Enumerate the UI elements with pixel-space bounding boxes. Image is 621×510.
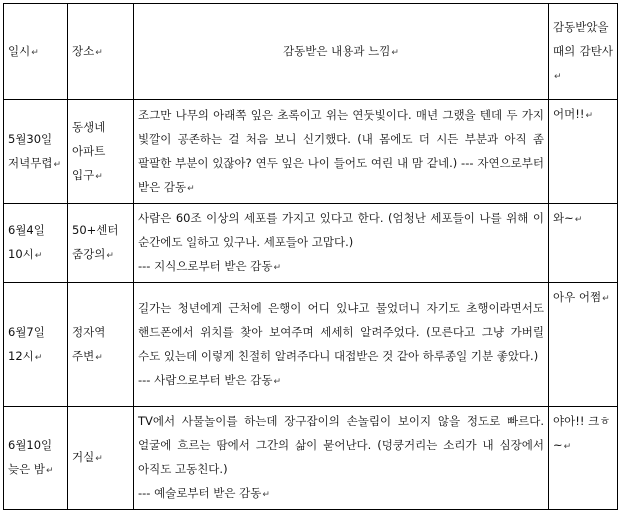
row-content-text: TV에서 사물놀이를 하는데 장구잡이의 손놀림이 보이지 않을 정도로 빠르다. 얼굴에 흐르는 땀에서 그간의 삶이 묻어난다. (덩쿵거리는 소리가 내 심장에서 아직도 고동친다.)	[138, 414, 544, 476]
header-exclaim: 감동받았을 때의 감탄사↵	[549, 4, 618, 100]
row-content-source: --- 지식으로부터 받은 감동	[138, 259, 273, 273]
row-place-text: 정자역 주변	[72, 324, 106, 363]
row-date: 6월7일 12시↵	[4, 283, 68, 407]
table-row	[4, 283, 618, 407]
row-date-text: 6월7일 12시	[8, 324, 45, 363]
row-place-text: 50+센터 줌강의	[72, 223, 119, 261]
header-place-label: 장소	[72, 43, 95, 58]
row-place: 거실↵	[68, 407, 134, 510]
row-exclaim-text: 야아!! 크ㅎ~	[553, 414, 611, 452]
row-place: 동생네 아파트 입구↵	[68, 100, 134, 204]
header-content-label: 감동받은 내용과 느낌	[283, 43, 391, 58]
row-date-text: 5월30일 저녁무렵	[8, 131, 53, 170]
row-date: 5월30일 저녁무렵↵	[4, 100, 68, 204]
row-exclaim: 야아!! 크ㅎ~↵	[549, 407, 618, 510]
row-exclaim: 와~↵	[549, 204, 618, 283]
header-date: 일시↵	[4, 4, 68, 100]
table-row	[4, 407, 618, 510]
row-place-text: 동생네 아파트 입구	[72, 119, 106, 182]
header-content: 감동받은 내용과 느낌↵	[134, 4, 549, 100]
row-exclaim-text: 어머!!	[553, 107, 585, 121]
row-content: TV에서 사물놀이를 하는데 장구잡이의 손놀림이 보이지 않을 정도로 빠르다. 얼굴에 흐르는 땀에서 그간의 삶이 묻어난다. (덩쿵거리는 소리가 내 심장에서 아직도 고동친다.) --- 예술로부터 받은 감동↵	[134, 407, 549, 510]
row-date: 6월4일 10시↵	[4, 204, 68, 283]
header-place: 장소↵	[68, 4, 134, 100]
row-place-text: 거실	[72, 450, 95, 464]
row-content: 길가는 청년에게 근처에 은행이 어디 있냐고 물었더니 자기도 초행이라면서도 핸드폰에서 위치를 찾아 보여주며 세세히 알려주었다. (모른다고 그냥 가버릴 수도 있는데 이렇게 친절히 알려주다니 대접받은 것 같아 하루종일 기분 좋았다.) --- 사람으로부터 받은 감동↵	[134, 283, 549, 407]
row-date-text: 6월4일 10시	[8, 223, 45, 261]
row-date-text: 6월10일 늦은 밤	[8, 438, 53, 476]
row-content-text: 사람은 60조 이상의 세포를 가지고 있다고 한다. (엄청난 세포들이 나를 위해 이 순간에도 일하고 있구나. 세포들아 고맙다.)	[138, 211, 544, 249]
row-content-source: --- 사람으로부터 받은 감동	[138, 372, 273, 387]
row-place: 50+센터 줌강의↵	[68, 204, 134, 283]
header-exclaim-label: 감동받았을 때의 감탄사	[553, 19, 613, 58]
row-content-source: --- 예술로부터 받은 감동	[138, 486, 262, 500]
header-date-label: 일시	[8, 43, 31, 58]
row-date: 6월10일 늦은 밤↵	[4, 407, 68, 510]
header-row	[4, 4, 618, 100]
row-content-text: 길가는 청년에게 근처에 은행이 어디 있냐고 물었더니 자기도 초행이라면서도 핸드폰에서 위치를 찾아 보여주며 세세히 알려주었다. (모른다고 그냥 가버릴 수도 있는데 이렇게 친절히 알려주다니 대접받은 것 같아 하루종일 기분 좋았다.)	[138, 300, 544, 363]
table-row	[4, 204, 618, 283]
table-row	[4, 100, 618, 204]
row-content: 조그만 나무의 아래쪽 잎은 초록이고 위는 연둣빛이다. 매년 그랬을 텐데 두 가지 빛깔이 공존하는 걸 처음 보니 신기했다. (내 몸에도 더 시든 부분과 아직 좀 팔팔한 부분이 있잖아? 연두 잎은 나이 들어도 여린 내 맘 같네.) --- 자연으로부터 받은 감동↵	[134, 100, 549, 204]
row-content-text: 조그만 나무의 아래쪽 잎은 초록이고 위는 연둣빛이다. 매년 그랬을 텐데 두 가지 빛깔이 공존하는 걸 처음 보니 신기했다. (내 몸에도 더 시든 부분과 아직 좀 팔팔한 부분이 있잖아? 연두 잎은 나이 들어도 여린 내 맘 같네.) --- 자연으로부터 받은 감동	[138, 107, 544, 194]
row-exclaim-text: 아우 어쩜	[553, 290, 602, 304]
row-content: 사람은 60조 이상의 세포를 가지고 있다고 한다. (엄청난 세포들이 나를 위해 이 순간에도 일하고 있구나. 세포들아 고맙다.) --- 지식으로부터 받은 감동↵	[134, 204, 549, 283]
row-exclaim-text: 와~	[553, 211, 574, 225]
row-exclaim: 어머!!↵	[549, 100, 618, 204]
row-place: 정자역 주변↵	[68, 283, 134, 407]
emotion-log-table	[3, 3, 618, 510]
row-exclaim: 아우 어쩜↵	[549, 283, 618, 407]
